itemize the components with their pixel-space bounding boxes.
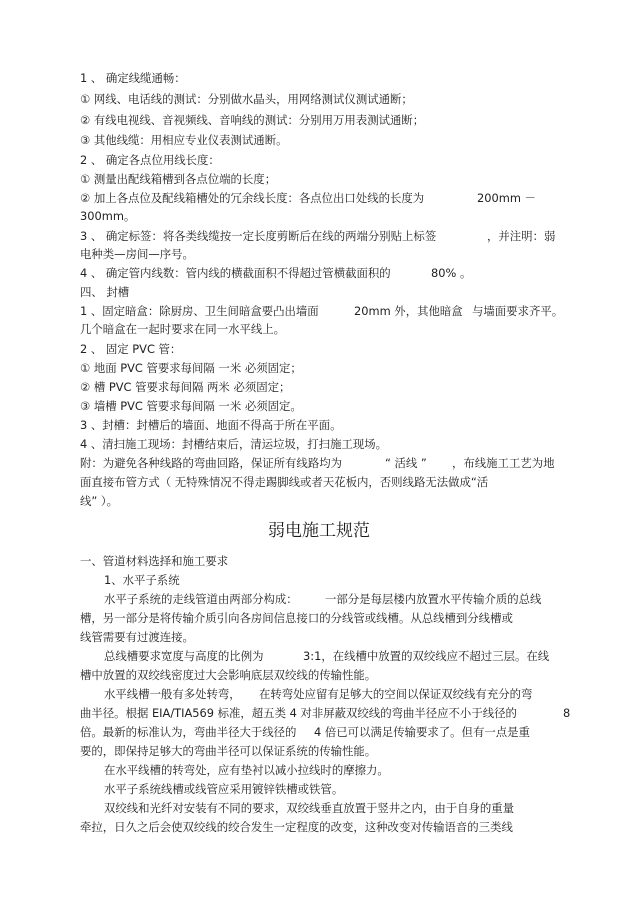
step-2-heading: 2 、 确定各点位用线长度： <box>80 153 220 167</box>
seal-step-2-heading: 2 、 固定 PVC 管： <box>80 342 182 356</box>
paragraph-2-line-2: 槽中放置的双绞线密度过大会影响底层双绞线的传输性能。 <box>80 668 377 682</box>
appendix-note-quote: “ 活线 ” <box>385 456 427 470</box>
subsection-heading: 1、水平子系统 <box>104 573 180 587</box>
seal-step-1-mid: 20mm 外，其他暗盒 <box>354 304 463 318</box>
step-4-value: 80% 。 <box>431 266 472 280</box>
appendix-note-cont: 面直接布管方式（ 无特殊情况不得走踢脚线或者天花板内，否则线路无法做成“活 <box>80 475 489 489</box>
step-2-item-2: ② 加上各点位及配线箱槽处的冗余线长度：各点位出口处线的长度为 <box>80 191 425 205</box>
seal-step-2-item-3: ③ 墙槽 PVC 管要求每间隔 一米 必须固定。 <box>80 399 302 413</box>
step-3-text-cont: 电种类—房间—序号。 <box>80 247 194 261</box>
paragraph-6-line-2: 牵拉，日久之后会使双绞线的绞合发生一定程度的改变，这种改变对传输语音的三类线 <box>80 820 513 834</box>
seal-step-2-item-1: ① 地面 PVC 管要求每间隔 一米 必须固定； <box>80 361 302 375</box>
paragraph-3-line-4: 要的，即保持足够大的弯曲半径可以保证系统的传输性能。 <box>80 744 377 758</box>
seal-step-3: 3 、封槽：封槽后的墙面、地面不得高于所在平面。 <box>80 418 342 432</box>
section-4-heading: 四、 封槽 <box>80 285 130 299</box>
step-2-item-1: ① 测量出配线箱槽到各点位端的长度； <box>80 172 277 186</box>
step-3-text-tail: ，并注明：弱 <box>487 229 556 243</box>
appendix-note: 附：为避免各种线路的弯曲回路，保证所有线路均为 <box>80 456 342 470</box>
paragraph-2-line-1: 总线槽要求宽度与高度的比例为 <box>104 649 264 663</box>
appendix-note-end: 线” ）。 <box>80 494 118 508</box>
paragraph-5: 水平子系统线槽或线管应采用镀锌铁槽或铁管。 <box>104 782 344 796</box>
paragraph-3-line-3-tail: 4 倍已可以满足传输要求了。但有一点是重 <box>314 725 530 739</box>
paragraph-1-line-3: 线管需要有过渡连接。 <box>80 630 194 644</box>
step-1-item-2: ② 有线电视线、音视频线、音响线的测试：分别用万用表测试通断； <box>80 113 425 127</box>
seal-step-1: 1 、固定暗盒：除厨房、卫生间暗盒要凸出墙面 <box>80 304 319 318</box>
page-title: 弱电施工规范 <box>268 521 370 541</box>
paragraph-2-line-1-tail: 3:1，在线槽中放置的双绞线应不超过三层。在线 <box>303 649 550 663</box>
seal-step-1-tail: 与墙面要求齐平。 <box>472 304 564 318</box>
paragraph-1-line-1: 水平子系统的走线管道由两部分构成： <box>104 592 298 606</box>
paragraph-3-line-1: 水平线槽一般有多处转弯， <box>104 687 241 701</box>
seal-step-2-item-2: ② 槽 PVC 管要求每间隔 两米 必须固定； <box>80 380 291 394</box>
paragraph-3-line-3: 倍。最新的标准认为，弯曲半径大于线径的 <box>80 725 297 739</box>
step-3-text: 3 、 确定标签：将各类线缆按一定长度剪断后在线的两端分别贴上标签 <box>80 229 437 243</box>
paragraph-3-line-2: 曲半径。根据 EIA/TIA569 标准，超五类 4 对非屏蔽双绞线的弯曲半径应不小于线径的 <box>80 706 517 720</box>
step-4-text: 4 、 确定管内线数：管内线的横截面积不得超过管横截面积的 <box>80 266 391 280</box>
paragraph-6-line-1: 双绞线和光纤对安装有不同的要求，双绞线垂直放置于竖井之内，由于自身的重量 <box>104 801 515 815</box>
step-1-heading: 1 、 确定线缆通畅： <box>80 71 186 85</box>
step-2-item-2-value: 200mm － <box>477 191 536 205</box>
step-1-item-1: ① 网线、电话线的测试：分别做水晶头，用网络测试仪测试通断； <box>80 92 413 106</box>
paragraph-1-line-1-tail: 一部分是每层楼内放置水平传输介质的总线 <box>325 592 542 606</box>
paragraph-3-line-2-tail: 8 <box>563 706 571 720</box>
step-2-item-2-cont: 300mm。 <box>80 209 136 223</box>
paragraph-3-line-1-tail: 在转弯处应留有足够大的空间以保证双绞线有充分的弯 <box>259 687 533 701</box>
paragraph-1-line-2: 槽，另一部分是将传输介质引向各房间信息接口的分线管或线槽。从总线槽到分线槽或 <box>80 611 513 625</box>
seal-step-1-cont: 几个暗盒在一起时要求在同一水平线上。 <box>80 322 286 336</box>
seal-step-4: 4 、清扫施工现场：封槽结束后，清运垃圾，打扫施工现场。 <box>80 437 388 451</box>
paragraph-4: 在水平线槽的转弯处，应有垫衬以减小拉线时的摩擦力。 <box>104 763 389 777</box>
chapter-1-heading: 一、管道材料选择和施工要求 <box>80 554 229 568</box>
step-1-item-3: ③ 其他线缆：用相应专业仪表测试通断。 <box>80 133 288 147</box>
appendix-note-tail: ，布线施工工艺为地 <box>452 456 555 470</box>
